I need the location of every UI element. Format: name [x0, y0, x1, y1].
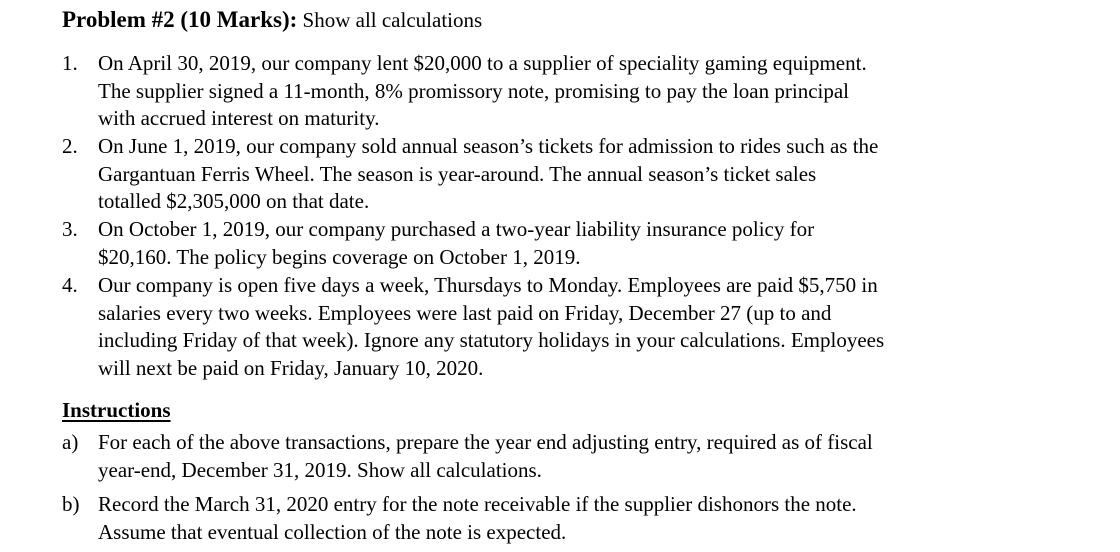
- problem-title-bold: Problem #2 (10 Marks):: [62, 7, 298, 32]
- list-item-line: On October 1, 2019, our company purchased a two-year liability insurance policy for: [98, 217, 815, 241]
- list-item-line: The supplier signed a 11-month, 8% promissory note, promising to pay the loan principal: [98, 78, 850, 103]
- instruction-item-line: Assume that eventual collection of the note is expected.: [98, 519, 567, 544]
- list-item-line: $20,160. The policy begins coverage on October 1, 2019.: [98, 244, 581, 269]
- instruction-item-line: year-end, December 31, 2019. Show all calculations.: [98, 457, 542, 482]
- list-item-line: On June 1, 2019, our company sold annual season’s tickets for admission to rides such as the: [98, 134, 879, 158]
- instructions-heading: Instructions: [62, 398, 171, 422]
- list-item-number: 4.: [62, 273, 78, 297]
- list-item-line: On April 30, 2019, our company lent $20,000 to a supplier of speciality gaming equipment.: [98, 51, 867, 75]
- list-item-line: including Friday of that week). Ignore any statutory holidays in your calculations. Employees: [98, 328, 885, 352]
- list-item-line: salaries every two weeks. Employees were last paid on Friday, December 27 (up to and: [98, 300, 832, 325]
- list-item-number: 2.: [62, 134, 78, 158]
- list-item-line: with accrued interest on maturity.: [98, 106, 380, 130]
- instruction-item-line: For each of the above transactions, prepare the year end adjusting entry, required as of fiscal: [98, 430, 873, 454]
- list-item-number: 1.: [62, 51, 78, 75]
- instruction-item-line: Record the March 31, 2020 entry for the note receivable if the supplier dishonors the note.: [98, 492, 857, 516]
- list-item-line: Gargantuan Ferris Wheel. The season is year-around. The annual season’s ticket sales: [98, 161, 817, 186]
- list-item-line: Our company is open five days a week, Thursdays to Monday. Employees are paid $5,750 in: [98, 273, 878, 297]
- list-item-line: totalled $2,305,000 on that date.: [98, 189, 370, 213]
- problem-title-rest: Show all calculations: [297, 8, 483, 32]
- instruction-item-letter: b): [62, 492, 80, 516]
- problem-title: [62, 6, 482, 34]
- list-item-line: will next be paid on Friday, January 10, 2020.: [98, 355, 484, 380]
- instruction-item-letter: a): [62, 430, 79, 454]
- list-item-number: 3.: [62, 217, 78, 241]
